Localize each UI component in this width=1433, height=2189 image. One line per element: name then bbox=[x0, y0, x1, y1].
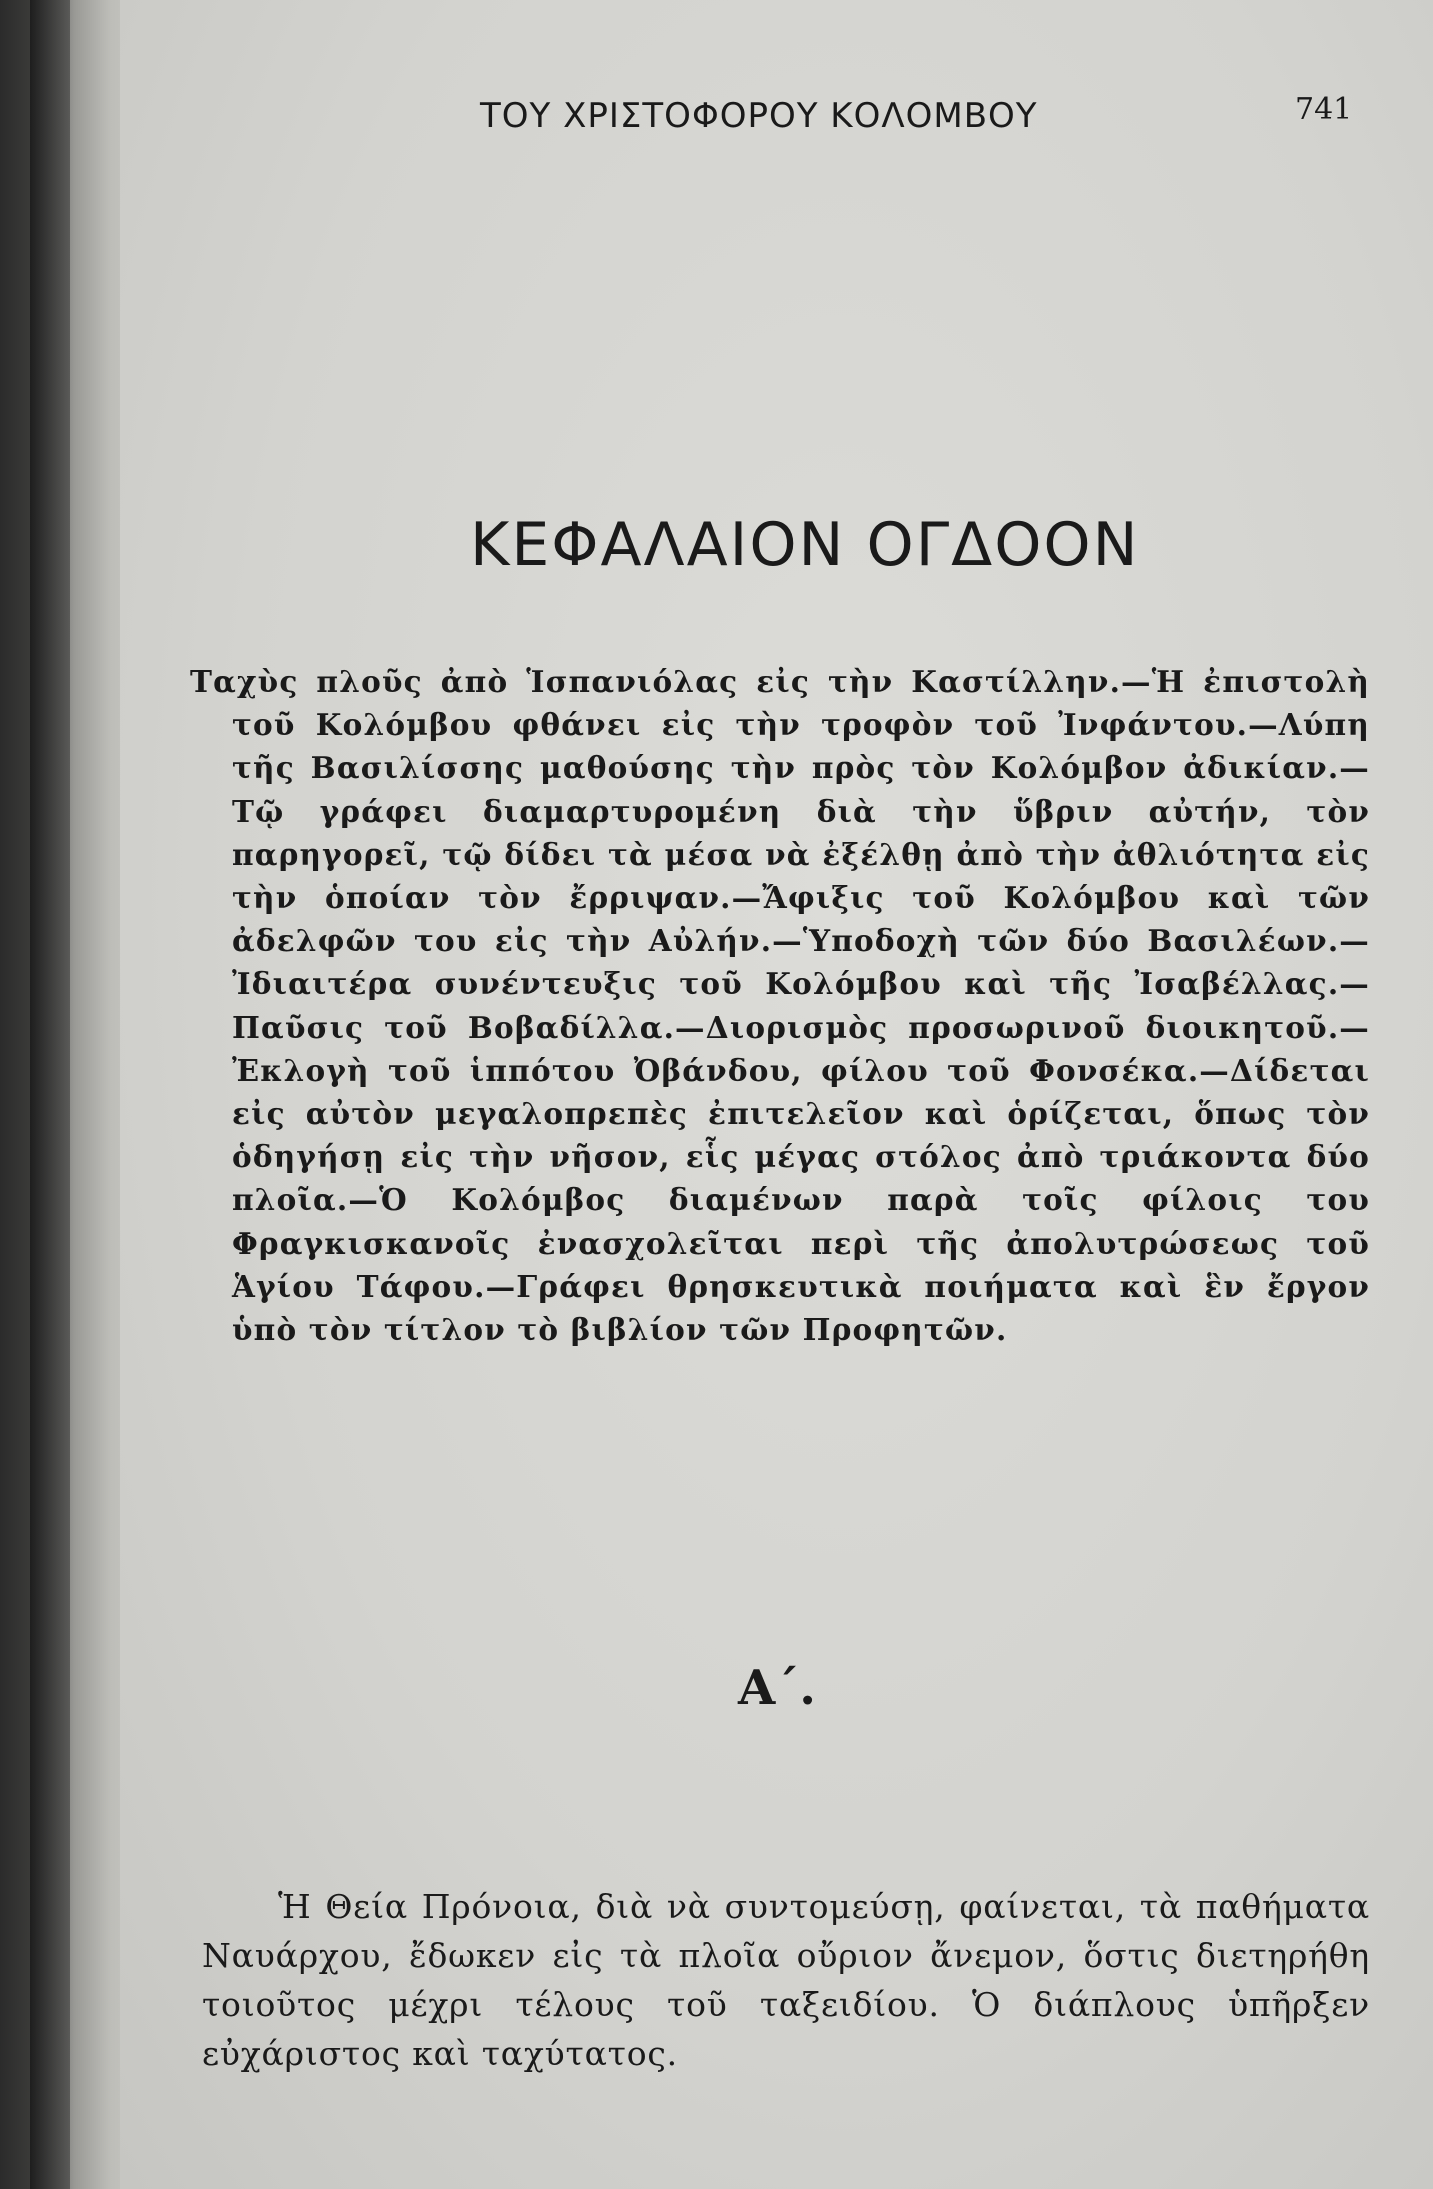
section-number: Α΄. bbox=[738, 1660, 816, 1716]
gutter-shadow bbox=[30, 0, 70, 2189]
body-text bbox=[202, 1882, 1370, 2078]
paragraph: Ἡ Θεία Πρόνοια, διὰ νὰ συντομεύσῃ, φαίνεται, τὰ παθήματα Ναυάρχου, ἔδωκεν εἰς τὰ πλοῖα οὔριον ἄνεμον, ὅστις διετηρήθη τοιοῦτος μέχρι τέλους τοῦ ταξειδίου. Ὁ διάπλους ὑπῆρξεν εὐχάριστος καὶ ταχύτατος. bbox=[202, 1887, 1370, 2073]
running-head: ΤΟΥ ΧΡΙΣΤΟΦΟΡΟΥ ΚΟΛΟΜΒΟΥ bbox=[480, 96, 1038, 136]
chapter-title: ΚΕΦΑΛΑΙΟΝ ΟΓΔΟΟΝ bbox=[470, 510, 1140, 580]
page-number: 741 bbox=[1295, 92, 1353, 127]
chapter-summary bbox=[190, 660, 1370, 1351]
chapter-summary-text: Ταχὺς πλοῦς ἀπὸ Ἱσπανιόλας εἰς τὴν Καστίλλην.—Ἡ ἐπιστολὴ τοῦ Κολόμβου φθάνει εἰς τὴν τροφὸν τοῦ Ἰνφάντου.—Λύπη τῆς Βασιλίσσης μαθούσης τὴν πρὸς τὸν Κολόμβον ἀδικίαν.—Τῷ γράφει διαμαρτυρομένη διὰ τὴν ὕβριν αὐτήν, τὸν παρηγορεῖ, τῷ δίδει τὰ μέσα νὰ ἐξέλθῃ ἀπὸ τὴν ἀθλιότητα εἰς τὴν ὁποίαν τὸν ἔρριψαν.—Ἄφιξις τοῦ Κολόμβου καὶ τῶν ἀδελφῶν του εἰς τὴν Αὐλήν.—Ὑποδοχὴ τῶν δύο Βασιλέων.—Ἰδιαιτέρα συνέντευξις τοῦ Κολόμβου καὶ τῆς Ἰσαβέλλας.—Παῦσις τοῦ Βοβαδίλλα.—Διορισμὸς προσωρινοῦ διοικητοῦ.—Ἐκλογὴ τοῦ ἱππότου Ὀβάνδου, φίλου τοῦ Φονσέκα.—Δίδεται εἰς αὐτὸν μεγαλοπρεπὲς ἐπιτελεῖον καὶ ὁρίζεται, ὅπως τὸν ὁδηγήσῃ εἰς τὴν νῆσον, εἷς μέγας στόλος ἀπὸ τριάκοντα δύο πλοῖα.—Ὁ Κολόμβος διαμένων παρὰ τοῖς φίλοις του Φραγκισκανοῖς ἐνασχολεῖται περὶ τῆς ἀπολυτρώσεως τοῦ Ἁγίου Τάφου.—Γράφει θρησκευτικὰ ποιήματα καὶ ἓν ἔργον ὑπὸ τὸν τίτλον τὸ βιβλίον τῶν Προφητῶν. bbox=[190, 664, 1370, 1348]
